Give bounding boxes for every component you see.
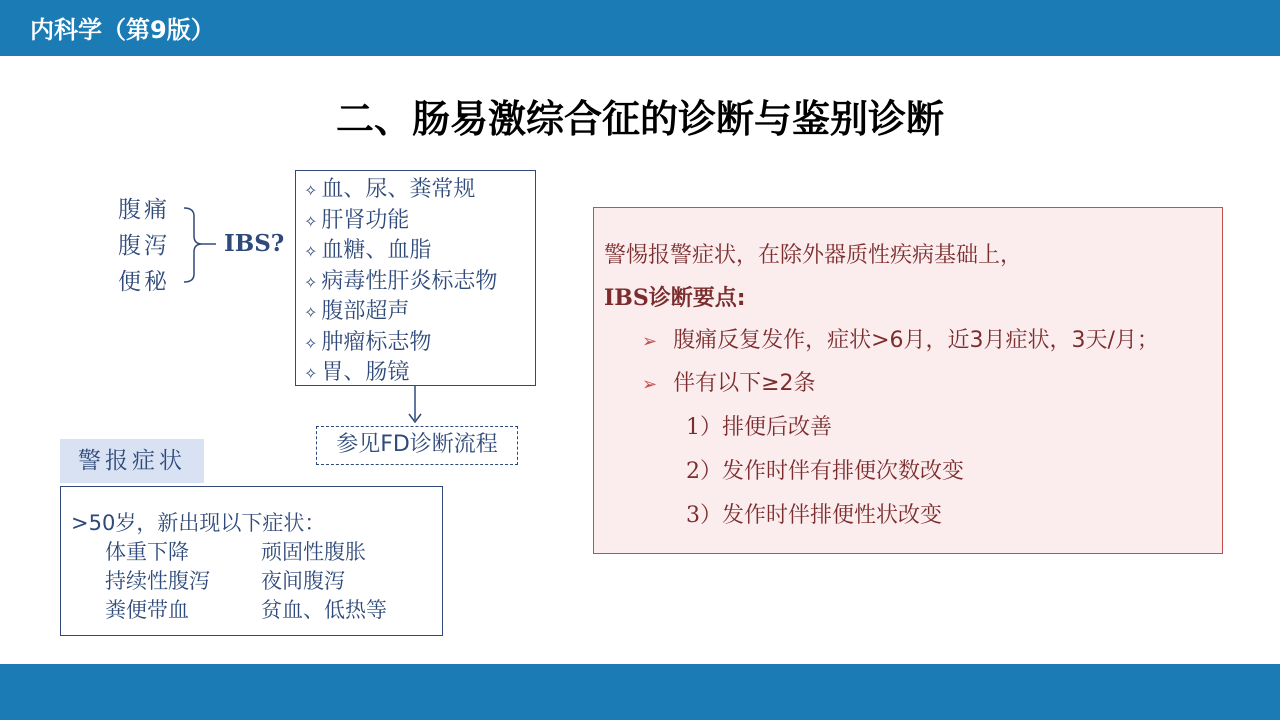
diagnosis-heading: IBS诊断要点:	[604, 285, 746, 311]
ibs-question-label: IBS?	[224, 230, 285, 257]
diagnosis-point: ➢ 伴有以下≥2条	[642, 371, 816, 396]
symptom-diarrhea: 腹泻	[118, 233, 170, 259]
warning-symptoms-title: 警报症状	[60, 439, 204, 483]
diamond-bullet-icon: ✧	[304, 181, 318, 200]
slide-title: 二、肠易激综合征的诊断与鉴别诊断	[335, 97, 944, 141]
symptom-constipation: 便秘	[118, 269, 170, 295]
diagnosis-point: ➢ 腹痛反复发作，症状>6月，近3月症状，3天/月；	[642, 328, 1159, 353]
exam-item: ✧ 肝肾功能	[304, 207, 410, 233]
warning-intro: >50岁，新出现以下症状：	[71, 511, 326, 535]
arrow-bullet-icon: ➢	[642, 374, 658, 395]
alert-text: 警惕报警症状，在除外器质性疾病基础上，	[604, 243, 1023, 268]
diagnosis-sub-point: 1）排便后改善	[686, 415, 833, 440]
symptom-list	[118, 192, 170, 300]
warning-symptoms-box	[60, 486, 443, 636]
warning-row: 持续性腹泻 夜间腹泻	[105, 569, 345, 593]
diamond-bullet-icon: ✧	[304, 211, 318, 231]
diamond-bullet-icon: ✧	[304, 272, 318, 292]
diamond-bullet-icon: ✧	[304, 333, 318, 353]
down-arrow-icon	[405, 386, 425, 426]
exam-item: ✧ 血糖、血脂	[304, 238, 432, 263]
top-banner	[0, 0, 1280, 56]
ibs-diagnosis-box	[593, 207, 1223, 554]
diamond-bullet-icon: ✧	[304, 303, 318, 322]
warning-row: 体重下降 顽固性腹胀	[105, 540, 366, 564]
exam-item: ✧ 胃、肠镜	[304, 360, 410, 385]
bottom-banner	[0, 664, 1280, 720]
exam-item: ✧ 腹部超声	[304, 299, 410, 324]
warning-row: 粪便带血 贫血、低热等	[105, 598, 387, 622]
exam-list-box	[295, 170, 536, 386]
diamond-bullet-icon: ✧	[304, 364, 318, 383]
diamond-bullet-icon: ✧	[304, 242, 318, 261]
exam-item: ✧ 血、尿、粪常规	[304, 177, 476, 202]
symptom-abdominal-pain: 腹痛	[118, 197, 170, 223]
fd-reference-box: 参见FD诊断流程	[316, 426, 518, 465]
diagnosis-sub-point: 3）发作时伴排便性状改变	[686, 503, 943, 528]
exam-item: ✧ 肿瘤标志物	[304, 329, 432, 355]
brace-connector	[182, 206, 222, 286]
book-title: 内科学（第9版）	[30, 16, 215, 44]
arrow-bullet-icon: ➢	[642, 331, 658, 352]
diagnosis-sub-point: 2）发作时伴有排便次数改变	[686, 459, 965, 484]
exam-item: ✧ 病毒性肝炎标志物	[304, 268, 498, 294]
